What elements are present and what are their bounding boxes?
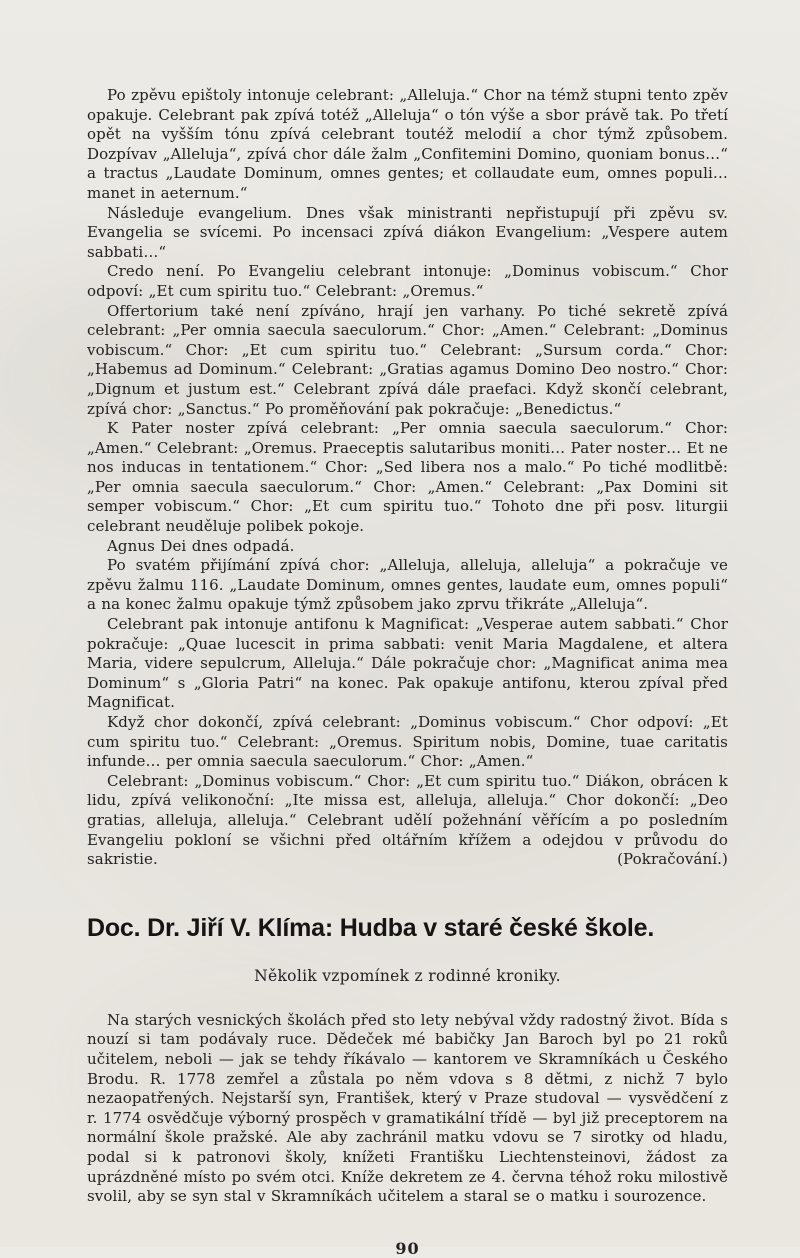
continuation-note: (Pokračování.) xyxy=(617,850,728,869)
paragraph-text: Celebrant: „Dominus vobiscum.“ Chor: „Et cum spiritu tuo.“ Diákon, obrácen k lidu, zpívá velikonoční: „Ite missa est, alleluja, alleluja.“ Chor dokončí: „Deo gratias, alleluja, alleluja.“ Celebrant udělí požehnání věřícím a po posledním Evangeliu pokloní se všichni před oltářním křížem a odejdou v průvodu do sakristie. xyxy=(87,771,728,869)
article-title: Doc. Dr. Jiří V. Klíma: Hudba v staré české škole. xyxy=(87,913,655,942)
paragraph: Na starých vesnických školách před sto lety nebýval vždy radostný život. Bída s nouzí si tam podávaly ruce. Dědeček mé babičky Jan Baroch byl po 21 roků učitelem, neboli — jak se tehdy říkávalo — kantorem ve Skramníkách u Českého Brodu. R. 1778 zemřel a zůstala po něm vdova s 8 dětmi, z nichž 7 bylo nezaopatřených. Nejstarší syn, František, který v Praze studoval — vysvědčení z r. 1774 osvědčuje výborný prospěch v gramatikální třídě — byl již preceptorem na normální škole pražské. Ale aby zachránil matku vdovu se 7 sirotky od hladu, podal si k patronovi školy, knížeti Františku Liechtensteinovi, žádost za uprázdněné místo po svém otci. Kníže dekretem ze 4. června téhož roku milostivě svolil, aby se syn stal v Skramníkách učitelem a staral se o matku i sourozence. xyxy=(87,1010,728,1206)
paragraph: Po zpěvu epištoly intonuje celebrant: „Alleluja.“ Chor na témž stupni tento zpěv opakuje. Celebrant pak zpívá totéž „Alleluja“ o tón výše a sbor právě tak. Po třetí opět na vyšším tónu zpívá celebrant toutéž melodií a chor týmž způsobem. Dozpívav „Alleluja“, zpívá chor dále žalm „Confitemini Domino, quoniam bonus…“ a tractus „Laudate Dominum, omnes gentes; et collaudate eum, omnes populi… manet in aeternum.“ xyxy=(87,86,728,202)
paragraph: Následuje evangelium. Dnes však ministranti nepřistupují při zpěvu sv. Evangelia se svícemi. Po incensaci zpívá diákon Evangelium: „Vespere autem sabbati…“ xyxy=(87,203,728,261)
page-number: 90 xyxy=(395,1238,420,1258)
paragraph: K Pater noster zpívá celebrant: „Per omnia saecula saeculorum.“ Chor: „Amen.“ Celebrant: „Oremus. Praeceptis salutaribus moniti… Pater noster… Et ne nos inducas in tentationem.“ Chor: „Sed libera nos a malo.“ Po tiché modlitbě: „Per omnia saecula saeculorum.“ Chor: „Amen.“ Celebrant: „Pax Domini sit semper vobiscum.“ Chor: „Et cum spiritu tuo.“ Tohoto dne při posv. liturgii celebrant neuděluje polibek pokoje. xyxy=(87,419,728,536)
paragraph: Credo není. Po Evangeliu celebrant intonuje: „Dominus vobiscum.“ Chor odpoví: „Et cum spiritu tuo.“ Celebrant: „Oremus.“ xyxy=(87,262,728,300)
liturgy-article xyxy=(87,86,728,870)
paragraph: Když chor dokončí, zpívá celebrant: „Dominus vobiscum.“ Chor odpoví: „Et cum spiritu tuo.“ Celebrant: „Oremus. Spiritum nobis, Domine, tuae caritatis infunde… per omnia saecula saeculorum.“ Chor: „Amen.“ xyxy=(87,713,728,771)
paragraph: Po svatém přijímání zpívá chor: „Alleluja, alleluja, alleluja“ a pokračuje ve zpěvu žalmu 116. „Laudate Dominum, omnes gentes, laudate eum, omnes populi“ a na konec žalmu opakuje týmž způsobem jako zprvu třikráte „Alleluja“. xyxy=(87,556,728,614)
memoir-article xyxy=(87,914,728,1207)
paragraph xyxy=(87,772,728,870)
paragraph: Agnus Dei dnes odpadá. xyxy=(107,536,295,555)
paragraph: Offertorium také není zpíváno, hrají jen varhany. Po tiché sekretě zpívá celebrant: „Per omnia saecula saeculorum.“ Chor: „Amen.“ Celebrant: „Dominus vobiscum.“ Chor: „Et cum spiritu tuo.“ Celebrant: „Sursum corda.“ Chor: „Habemus ad Dominum.“ Celebrant: „Gratias agamus Domino Deo nostro.“ Chor: „Dignum et justum est.“ Celebrant zpívá dále praefaci. Když skončí celebrant, zpívá chor: „Sanctus.“ Po proměňování pak pokračuje: „Benedictus.“ xyxy=(87,301,728,418)
article-subtitle: Několik vzpomínek z rodinné kroniky. xyxy=(254,966,561,985)
paragraph: Celebrant pak intonuje antifonu k Magnificat: „Vesperae autem sabbati.“ Chor pokračuje: „Quae lucescit in prima sabbati: venit Maria Magdalene, et altera Maria, videre sepulcrum, Alleluja.“ Dále pokračuje chor: „Magnificat anima mea Dominum“ s „Gloria Patri“ na konec. Pak opakuje antifonu, kterou zpíval před Magnificat. xyxy=(87,615,728,712)
